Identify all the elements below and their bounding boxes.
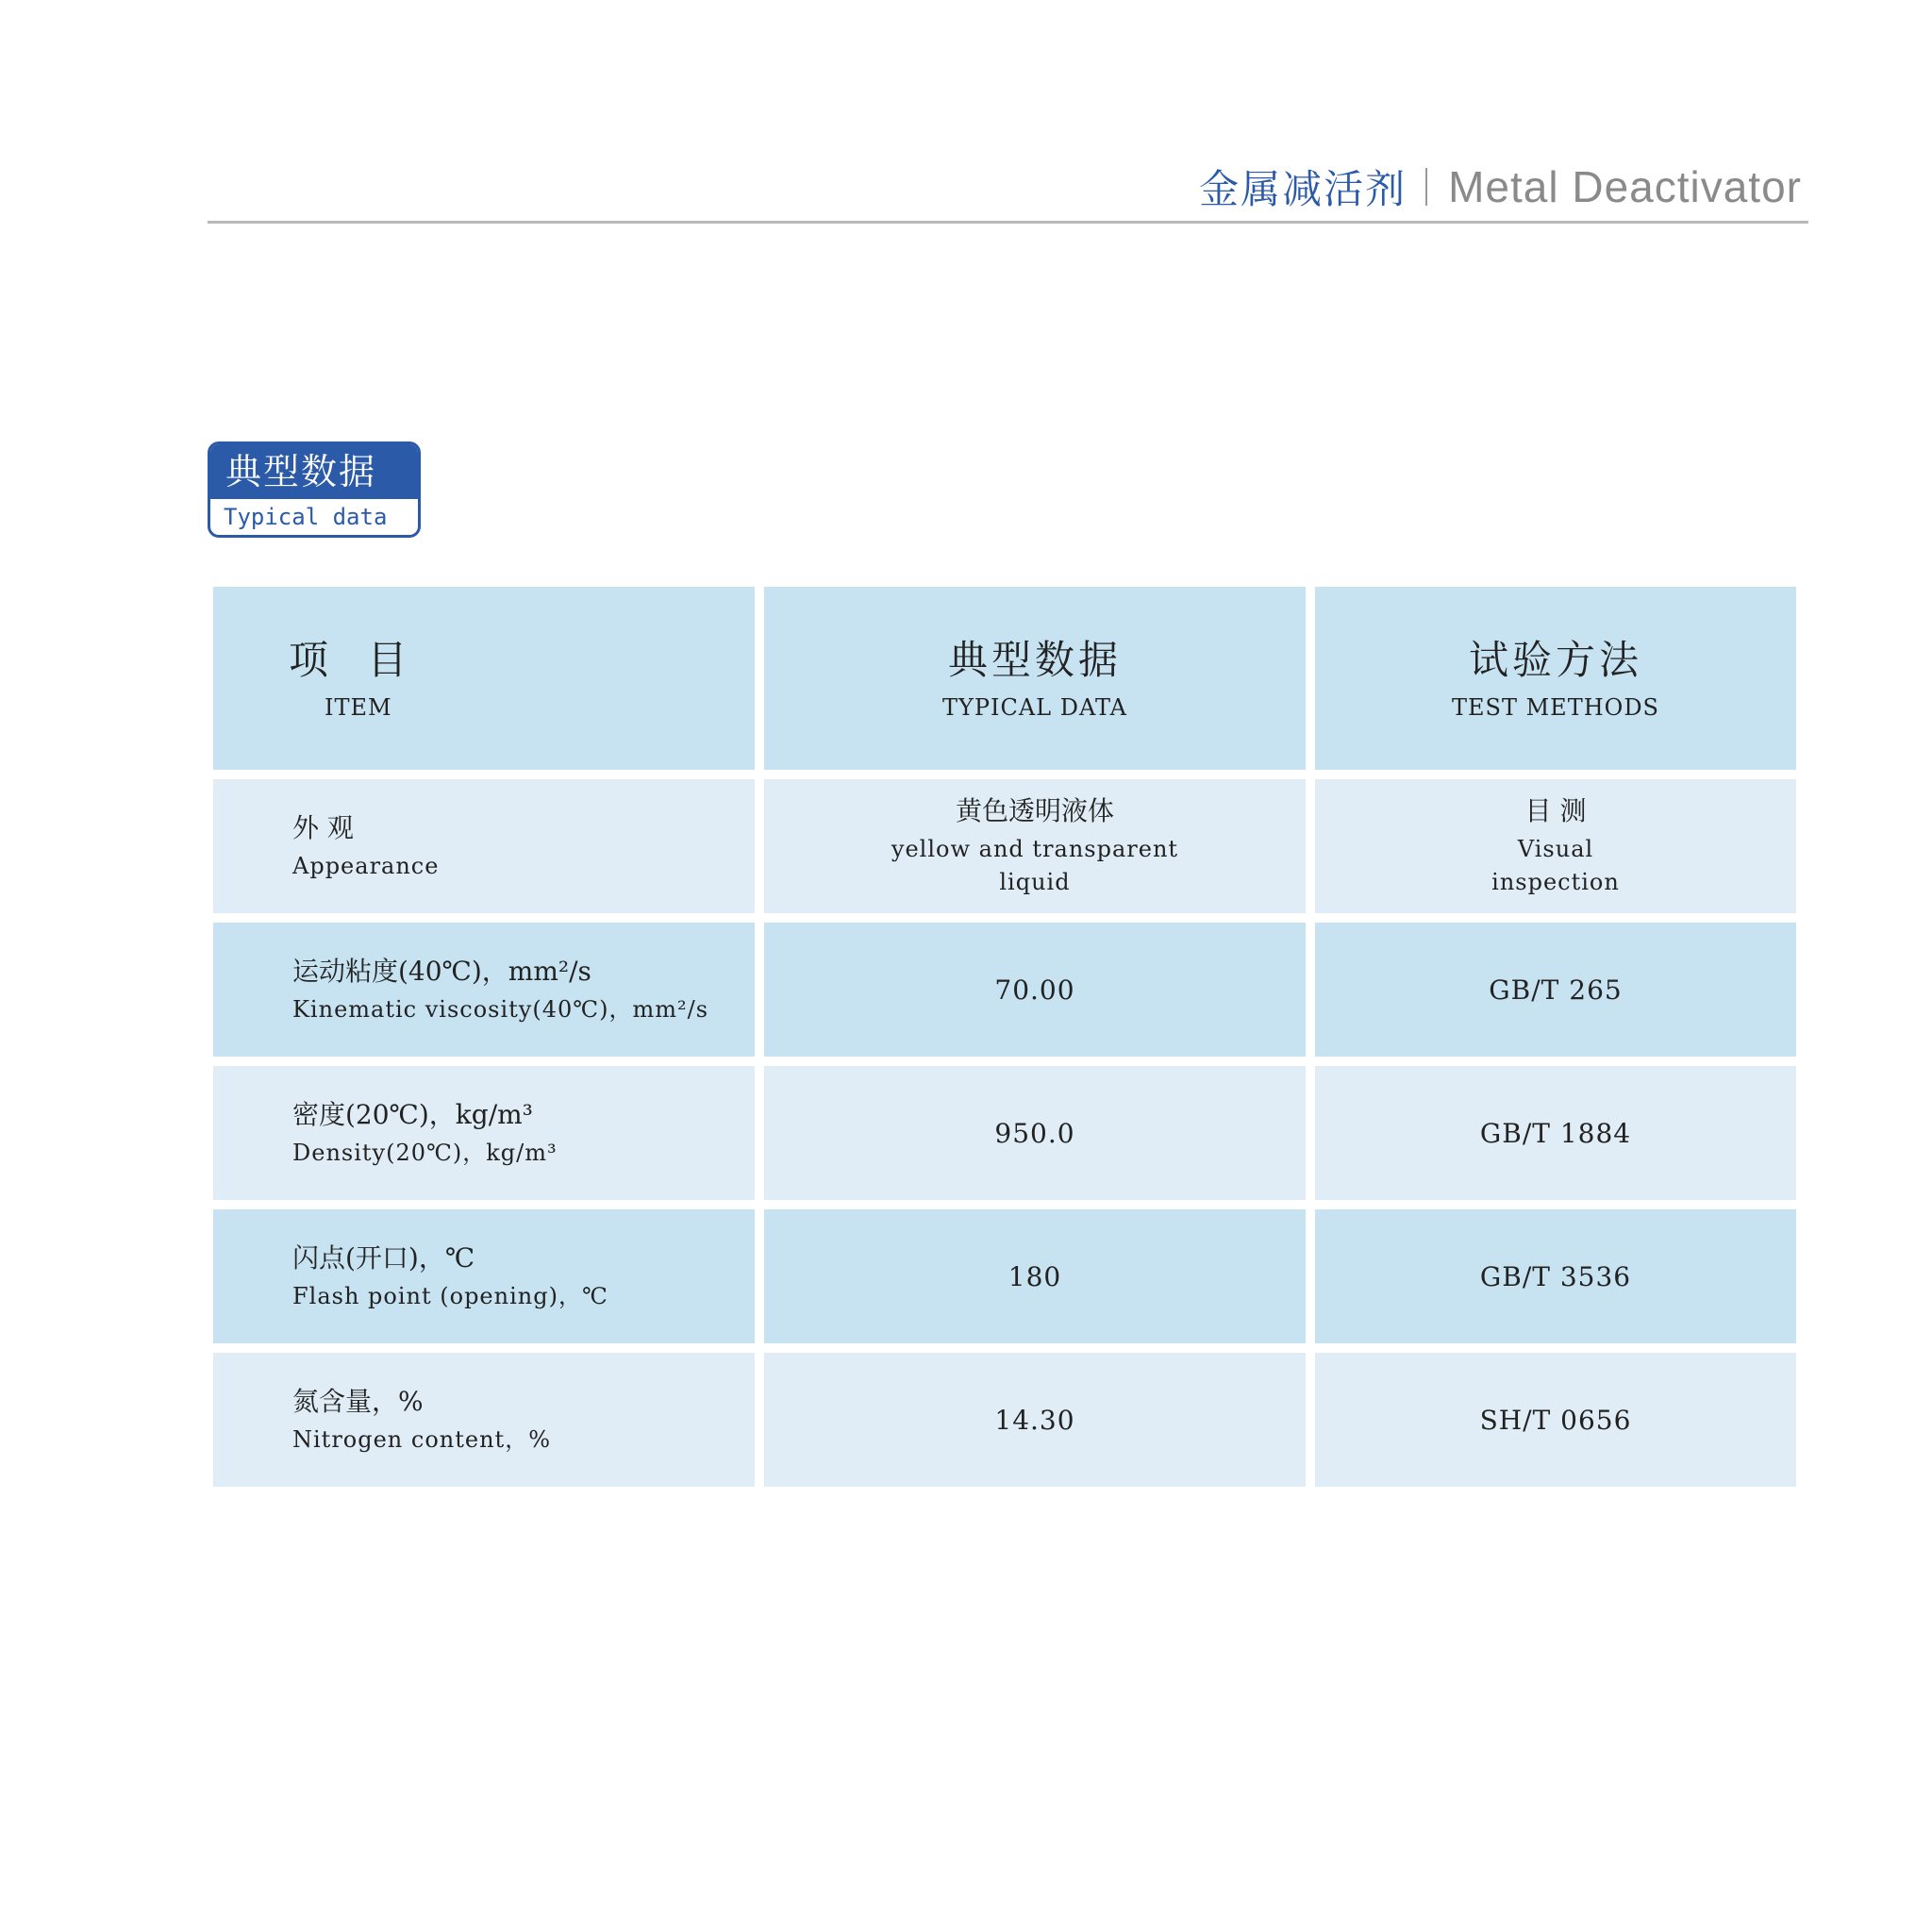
item-name-cn: 运动粘度(40℃)，mm²/s — [292, 956, 591, 987]
value-cell — [764, 923, 1306, 1057]
badge-title-cn: 典型数据 — [210, 444, 418, 499]
item-name-cn: 密度(20℃)，kg/m³ — [292, 1099, 533, 1130]
header-divider — [1425, 168, 1427, 206]
value-en: yellow and transparent liquid — [891, 836, 1179, 895]
item-name-cn: 外 观 — [292, 812, 354, 843]
item-name-en: Appearance — [292, 853, 440, 879]
item-name-cn: 闪点(开口)，℃ — [292, 1242, 475, 1274]
item-name-en: Density(20℃)，kg/m³ — [292, 1140, 558, 1166]
header-cell-item — [213, 587, 755, 770]
table-row — [213, 1066, 1796, 1200]
method-cell — [1315, 1209, 1796, 1343]
item-cell — [213, 779, 755, 913]
method-cn: 目 测 — [1524, 795, 1587, 826]
table-row — [213, 923, 1796, 1057]
value-cell — [764, 1066, 1306, 1200]
item-cell — [213, 1066, 755, 1200]
column-header-cn: 试验方法 — [1468, 637, 1642, 683]
value-text: 14.30 — [994, 1404, 1075, 1436]
header-cell-test-methods — [1315, 587, 1796, 770]
item-cell — [213, 1209, 755, 1343]
value-text: 180 — [1008, 1260, 1062, 1292]
table-row — [213, 1353, 1796, 1487]
method-en: Visual inspection — [1491, 836, 1620, 895]
table-header-row — [213, 587, 1796, 770]
column-header-en: ITEM — [325, 694, 392, 721]
item-name-en: Kinematic viscosity(40℃)，mm²/s — [292, 996, 709, 1023]
header-cell-typical-data — [764, 587, 1306, 770]
badge-title-en: Typical data — [224, 504, 388, 530]
value-text: 70.00 — [994, 974, 1075, 1006]
header-title-en: Metal Deactivator — [1448, 162, 1802, 211]
typical-data-table — [213, 587, 1796, 1496]
method-text: SH/T 0656 — [1479, 1404, 1632, 1436]
value-cell — [764, 1353, 1306, 1487]
value-cell — [764, 1209, 1306, 1343]
method-text: GB/T 1884 — [1479, 1117, 1632, 1149]
item-name-en: Nitrogen content，% — [292, 1426, 551, 1453]
method-text: GB/T 3536 — [1479, 1260, 1632, 1292]
item-name-cn: 氮含量，% — [292, 1386, 424, 1417]
table-row — [213, 779, 1796, 913]
method-cell — [1315, 1066, 1796, 1200]
item-cell — [213, 923, 755, 1057]
value-text: 950.0 — [994, 1117, 1075, 1149]
section-badge — [208, 441, 421, 538]
header-rule — [208, 221, 1808, 224]
value-cn: 黄色透明液体 — [955, 795, 1114, 826]
column-header-en: TEST METHODS — [1452, 694, 1659, 721]
method-cell — [1315, 779, 1796, 913]
column-header-en: TYPICAL DATA — [941, 694, 1128, 721]
column-header-cn: 典型数据 — [947, 637, 1122, 683]
item-cell — [213, 1353, 755, 1487]
page-header — [1199, 158, 1802, 215]
table-row — [213, 1209, 1796, 1343]
item-name-en: Flash point (opening)，℃ — [292, 1283, 608, 1309]
value-cell — [764, 779, 1306, 913]
header-title-cn: 金属减活剂 — [1199, 166, 1407, 212]
method-cell — [1315, 923, 1796, 1057]
method-text: GB/T 265 — [1489, 974, 1623, 1006]
method-cell — [1315, 1353, 1796, 1487]
column-header-cn: 项 目 — [289, 637, 408, 683]
